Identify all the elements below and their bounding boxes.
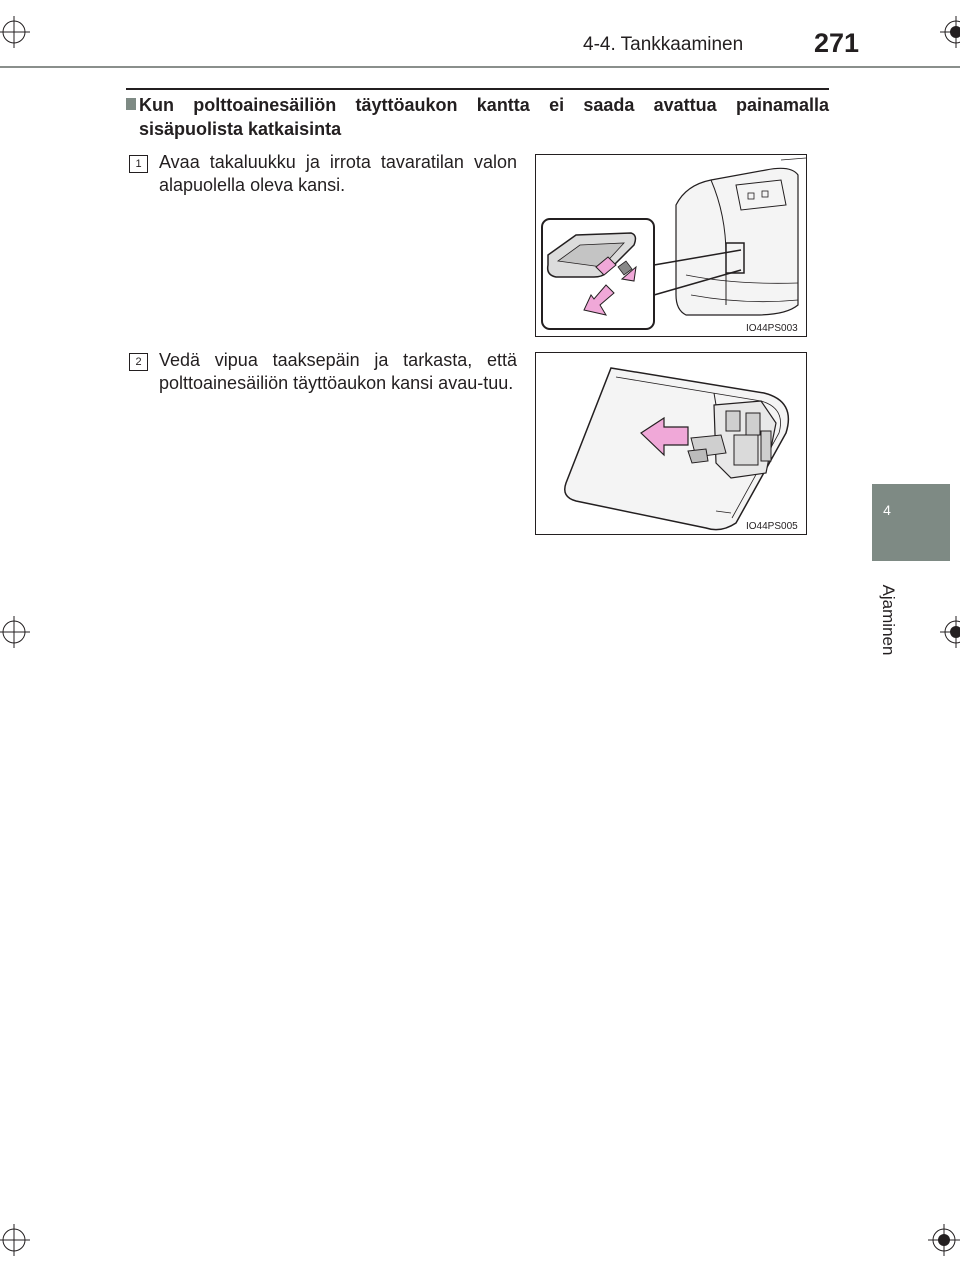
page-number: 271 (814, 28, 860, 58)
section-divider (126, 88, 829, 90)
lever-figure (535, 352, 807, 535)
registration-mark-icon (0, 616, 30, 648)
registration-mark-icon (940, 16, 960, 48)
section-title: 4-4. Tankkaaminen (583, 34, 744, 55)
chapter-number: 4 (883, 502, 891, 518)
step-text: Avaa takaluukku ja irrota tavaratilan valon alapuolella oleva kansi. (159, 152, 517, 195)
chapter-tab (872, 484, 950, 561)
step-number: 2 (129, 353, 148, 371)
step-text: Vedä vipua taaksepäin ja tarkasta, että polttoainesäiliön täyttöaukon kansi avau-tuu. (159, 350, 517, 393)
registration-mark-icon (0, 1224, 30, 1256)
registration-mark-icon (940, 616, 960, 648)
section-bullet-icon (126, 98, 136, 110)
header-divider (0, 66, 960, 68)
figure-code: IO44PS005 (746, 521, 798, 532)
lever-illustration-icon (536, 353, 806, 534)
figure-code: IO44PS003 (746, 323, 798, 334)
trunk-illustration-icon (536, 155, 806, 336)
trunk-figure (535, 154, 807, 337)
chapter-title: Ajaminen (879, 584, 898, 656)
registration-mark-icon (0, 16, 30, 48)
section-heading: Kun polttoainesäiliön täyttöaukon kantta ei saada avattua painamalla sisäpuolista katkaisinta (139, 95, 829, 139)
step-number: 1 (129, 155, 148, 173)
registration-mark-icon (928, 1224, 960, 1256)
